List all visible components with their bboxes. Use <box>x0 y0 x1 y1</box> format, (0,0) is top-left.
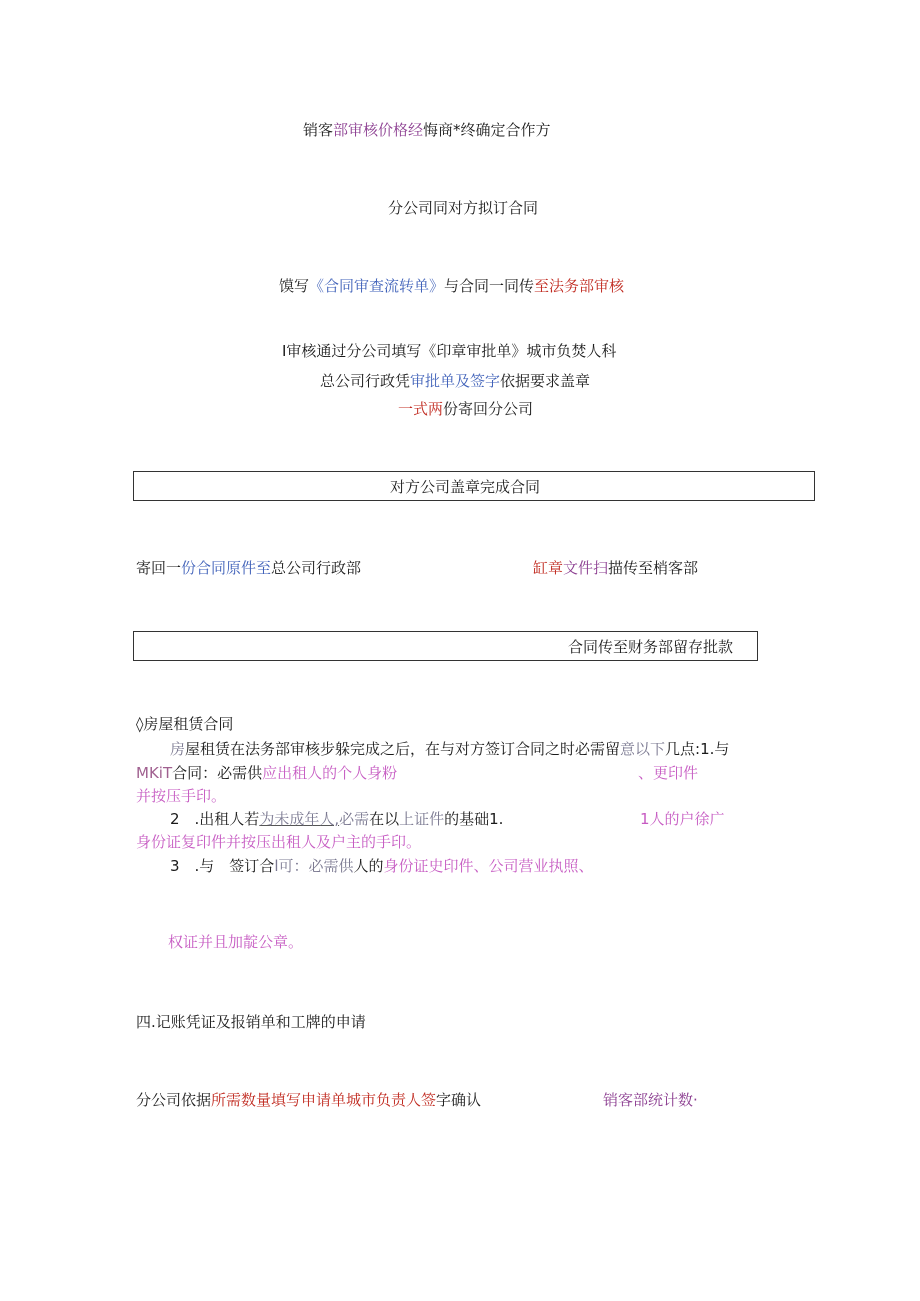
flow-step-1-b: 部审核价格经 <box>333 121 424 139</box>
flow-step-4: I审核通过分公司填写《印章审批单》城市负焚人科 <box>282 342 617 360</box>
flow-step-5-b: 审批单及签字 <box>410 372 501 390</box>
flow-box-1 <box>133 471 815 501</box>
lease-line-4 <box>170 809 503 829</box>
flow-step-7-right <box>533 558 698 578</box>
lease-heading: ◊房屋租赁合同 <box>136 715 234 733</box>
flow-box-2 <box>133 631 758 661</box>
lease-line-6 <box>170 856 594 876</box>
lease-line-2-c: 应出租人的个人身粉 <box>262 764 398 782</box>
flow-step-6 <box>398 399 533 419</box>
flow-step-7-right-c: 描传至梢客部 <box>608 559 699 577</box>
flow-step-7-left-a: 寄回一 <box>136 559 182 577</box>
section-4-line-c: 申请单城市负责人签 <box>301 1091 437 1109</box>
lease-line-1-d: 几点:1.与 <box>665 740 730 758</box>
section-4-line-b: 所需数量填写 <box>211 1091 302 1109</box>
lease-line-2-a: MKiT <box>136 764 173 782</box>
flow-step-3-b: 《合同审查流转单》 <box>309 277 445 295</box>
lease-line-4-g: 1人的户徐广 <box>640 810 725 828</box>
lease-line-4-a: 2 .出租人若 <box>170 810 260 828</box>
lease-line-1-c: 意以下 <box>620 740 666 758</box>
lease-line-1 <box>170 739 729 759</box>
lease-line-2-d: 、更印件 <box>638 764 699 782</box>
flow-step-5 <box>320 371 590 391</box>
flow-step-7-left-b: 份合同原件至 <box>181 559 272 577</box>
flow-step-3-d: 至法务部审核 <box>534 277 625 295</box>
lease-line-5: 身份证复印件并按压出租人及户主的手印。 <box>136 833 422 851</box>
flow-step-5-a: 总公司行政凭 <box>320 372 411 390</box>
flow-step-7-left-c: 总公司行政部 <box>271 559 362 577</box>
lease-line-4-b: 为未成年人, <box>259 810 340 828</box>
lease-line-6-a: 3 .与 签订合 <box>170 857 275 875</box>
flow-step-6-a: 一式两 <box>398 400 444 418</box>
lease-line-6-c: 人的 <box>353 857 384 875</box>
flow-step-7-right-a: 缸章 <box>533 559 564 577</box>
flow-step-3-a: 馍写 <box>279 277 310 295</box>
flow-box-1-text: 对方公司盖章完成合同 <box>390 478 541 496</box>
flow-step-7-right-b: 文件扫 <box>563 559 609 577</box>
lease-line-4-c: 必需 <box>339 810 370 828</box>
flow-step-3 <box>279 276 624 296</box>
section-4-heading: 四.记账凭证及报销单和工牌的申请 <box>136 1013 366 1031</box>
flow-step-2: 分公司同对方拟订合同 <box>388 199 539 217</box>
flow-box-2-text: 合同传至财务部留存批款 <box>568 638 734 656</box>
lease-line-4-e: 上证件 <box>399 810 445 828</box>
lease-line-4-d: 在以 <box>369 810 400 828</box>
lease-line-7: 权证并且加靛公章。 <box>168 933 304 951</box>
flow-step-1-a: 销客 <box>303 121 334 139</box>
flow-step-3-c: 与合同一同传 <box>444 277 535 295</box>
lease-line-1-a: 房 <box>170 740 186 758</box>
flow-step-1 <box>303 120 551 140</box>
lease-line-2-b: 合同：必需供 <box>172 764 263 782</box>
section-4-line-e: 销客部统计数· <box>603 1091 698 1109</box>
lease-line-2 <box>136 763 397 783</box>
section-4-line-a: 分公司依据 <box>136 1091 212 1109</box>
section-4-line-d: 字确认 <box>436 1091 482 1109</box>
flow-step-6-b: 份寄回分公司 <box>443 400 534 418</box>
flow-step-5-c: 依据要求盖章 <box>500 372 591 390</box>
lease-line-6-d: 身份证史印件、公司营业执照、 <box>383 857 594 875</box>
flow-step-7-left <box>136 558 361 578</box>
section-4-line <box>136 1090 481 1110</box>
lease-line-3: 并按压手印。 <box>136 787 227 805</box>
lease-line-1-b: 屋租赁在法务部审核步躲完成之后，在与对方签订合同之时必需留 <box>185 740 621 758</box>
flow-step-1-c: 悔商*终确定合作方 <box>423 121 551 139</box>
lease-line-6-b: l可：必需供 <box>274 857 354 875</box>
lease-line-4-f: 的基础1. <box>444 810 504 828</box>
